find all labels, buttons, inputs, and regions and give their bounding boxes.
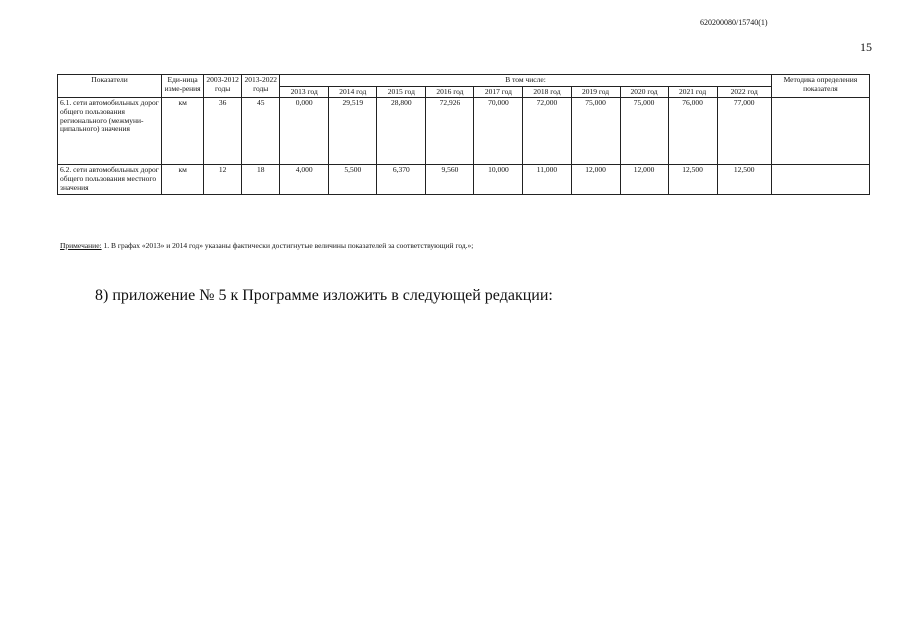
row-indicator-name: 6.1. сети автомобильных дорог общего пользования регионального (межмуни-ципального) значения bbox=[58, 98, 162, 165]
header-unit: Еди-ница изме-рения bbox=[162, 75, 204, 98]
row-method bbox=[771, 98, 869, 165]
header-method: Методика определения показателя bbox=[771, 75, 869, 98]
row-period-2003-2012: 36 bbox=[204, 98, 242, 165]
row-value: 77,000 bbox=[717, 98, 771, 165]
row-unit: км bbox=[162, 165, 204, 195]
row-method bbox=[771, 165, 869, 195]
row-value: 12,500 bbox=[717, 165, 771, 195]
row-value: 76,000 bbox=[668, 98, 717, 165]
row-value: 72,926 bbox=[426, 98, 474, 165]
row-value: 29,519 bbox=[329, 98, 377, 165]
row-value: 75,000 bbox=[571, 98, 620, 165]
header-year: 2015 год bbox=[377, 86, 426, 98]
indicators-table bbox=[57, 74, 870, 195]
row-value: 72,000 bbox=[523, 98, 571, 165]
header-year: 2018 год bbox=[523, 86, 571, 98]
row-value: 5,500 bbox=[329, 165, 377, 195]
row-period-2003-2012: 12 bbox=[204, 165, 242, 195]
header-period-2003-2012: 2003-2012 годы bbox=[204, 75, 242, 98]
row-value: 11,000 bbox=[523, 165, 571, 195]
row-period-2013-2022: 18 bbox=[242, 165, 280, 195]
row-unit: км bbox=[162, 98, 204, 165]
header-year: 2021 год bbox=[668, 86, 717, 98]
row-value: 6,370 bbox=[377, 165, 426, 195]
table-row bbox=[58, 165, 870, 195]
row-period-2013-2022: 45 bbox=[242, 98, 280, 165]
row-value: 28,800 bbox=[377, 98, 426, 165]
header-year: 2014 год bbox=[329, 86, 377, 98]
row-value: 9,560 bbox=[426, 165, 474, 195]
header-year: 2013 год bbox=[280, 86, 329, 98]
row-value: 12,000 bbox=[620, 165, 668, 195]
header-including: В том числе: bbox=[280, 75, 772, 87]
row-indicator-name: 6.2. сети автомобильных дорог общего пользования местного значения bbox=[58, 165, 162, 195]
header-year: 2019 год bbox=[571, 86, 620, 98]
row-value: 12,500 bbox=[668, 165, 717, 195]
note-label: Примечание: bbox=[60, 241, 102, 250]
header-year: 2020 год bbox=[620, 86, 668, 98]
header-indicator: Показатели bbox=[58, 75, 162, 98]
row-value: 0,000 bbox=[280, 98, 329, 165]
table-note bbox=[60, 241, 473, 250]
table-header-row bbox=[58, 75, 870, 87]
page-number: 15 bbox=[860, 40, 872, 54]
row-value: 12,000 bbox=[571, 165, 620, 195]
row-value: 4,000 bbox=[280, 165, 329, 195]
document-id: 620200080/15740(1) bbox=[700, 18, 768, 27]
row-value: 75,000 bbox=[620, 98, 668, 165]
body-paragraph: 8) приложение № 5 к Программе изложить в следующей редакции: bbox=[95, 287, 553, 304]
header-year: 2016 год bbox=[426, 86, 474, 98]
row-value: 10,000 bbox=[474, 165, 523, 195]
note-text: 1. В графах «2013» и 2014 год» указаны фактически достигнутые величины показателей за соответствующий год.»; bbox=[101, 241, 474, 250]
header-period-2013-2022: 2013-2022 годы bbox=[242, 75, 280, 98]
header-year: 2017 год bbox=[474, 86, 523, 98]
row-value: 70,000 bbox=[474, 98, 523, 165]
table-row bbox=[58, 98, 870, 165]
header-year: 2022 год bbox=[717, 86, 771, 98]
